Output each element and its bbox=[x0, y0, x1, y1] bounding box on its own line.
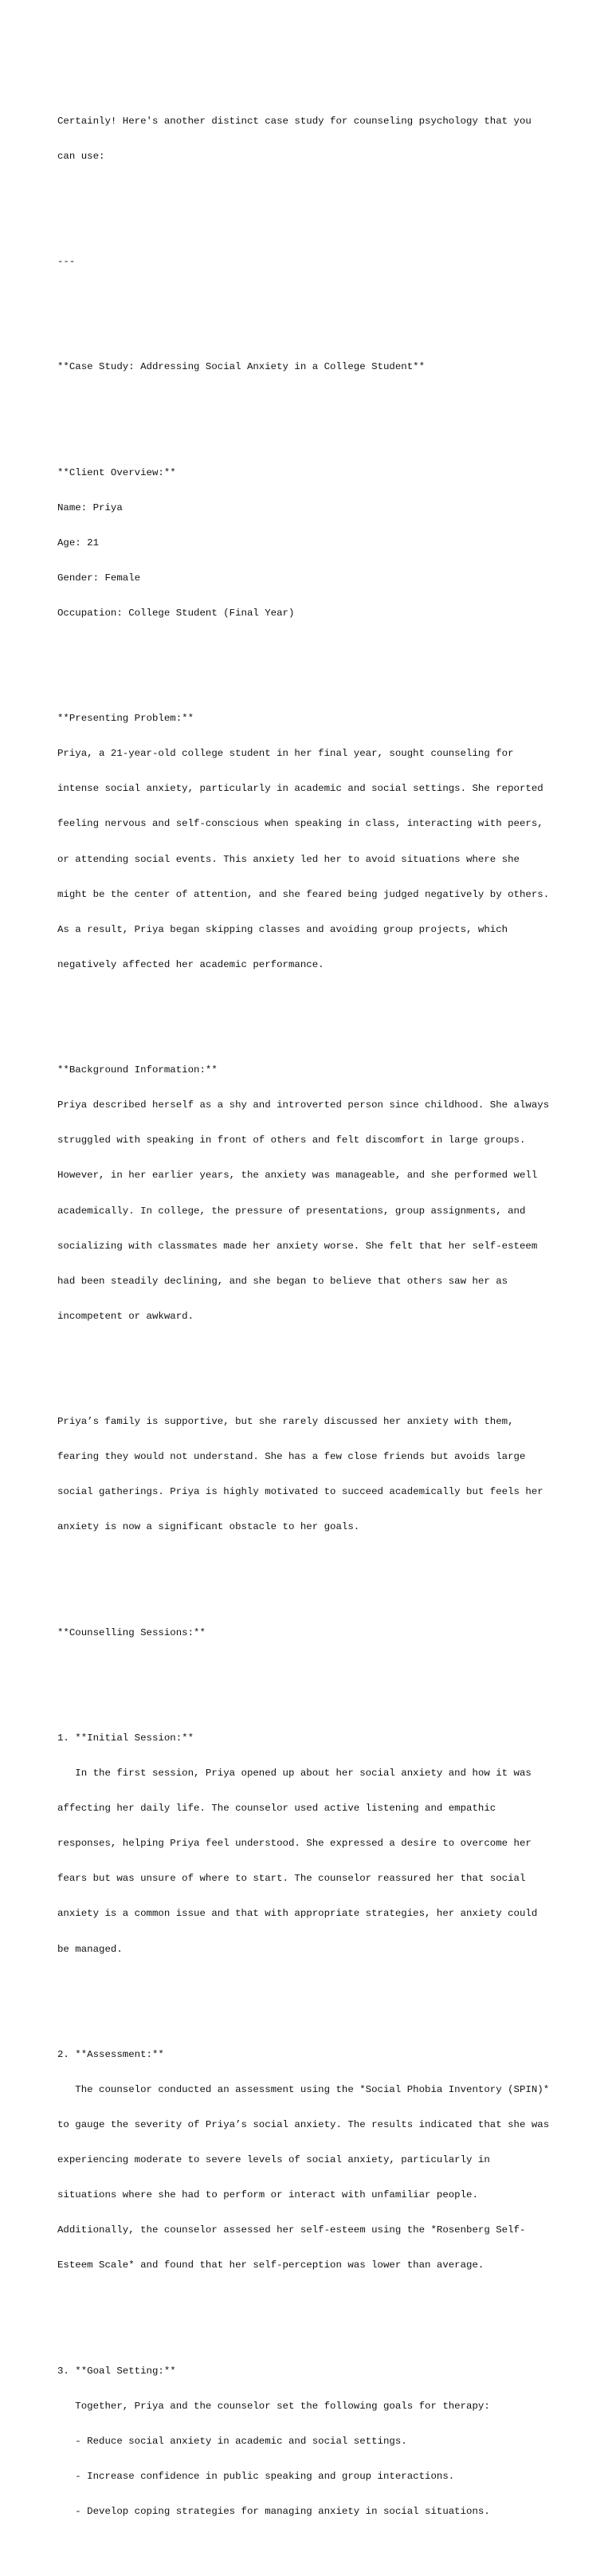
title-line: **Case Study: Addressing Social Anxiety in a College Student** bbox=[57, 361, 426, 373]
text-line: academically. In college, the pressure of presentations, group assignments, and bbox=[57, 1205, 526, 1217]
document-page bbox=[57, 57, 567, 2576]
text-line: socializing with classmates made her anxiety worse. She felt that her self-esteem bbox=[57, 1240, 538, 1252]
text-line: The counselor conducted an assessment using the *Social Phobia Inventory (SPIN)* bbox=[57, 2083, 550, 2095]
text-line: be managed. bbox=[57, 1943, 123, 1955]
text-line: Priya described herself as a shy and introverted person since childhood. She always bbox=[57, 1099, 550, 1111]
text-line: had been steadily declining, and she began to believe that others saw her as bbox=[57, 1275, 508, 1287]
list-item-heading: 1. **Initial Session:** bbox=[57, 1732, 194, 1744]
text-line: social gatherings. Priya is highly motivated to succeed academically but feels her bbox=[57, 1486, 543, 1498]
separator bbox=[57, 233, 567, 292]
text-line: struggled with speaking in front of others and felt discomfort in large groups. bbox=[57, 1135, 526, 1146]
list-item-heading: 3. **Goal Setting:** bbox=[57, 2365, 176, 2377]
text-line: to gauge the severity of Priya’s social anxiety. The results indicated that she was bbox=[57, 2119, 550, 2130]
session-goal-setting bbox=[57, 2342, 567, 2541]
text-line: Additionally, the counselor assessed her self-esteem using the *Rosenberg Self- bbox=[57, 2224, 526, 2236]
sessions-heading bbox=[57, 1603, 567, 1662]
client-name: Name: Priya bbox=[57, 501, 123, 513]
text-line: Together, Priya and the counselor set the following goals for therapy: bbox=[57, 2400, 490, 2412]
text-line: anxiety is a common issue and that with appropriate strategies, her anxiety could bbox=[57, 1908, 538, 1920]
list-item-heading: 2. **Assessment:** bbox=[57, 2048, 164, 2060]
text-line: Priya’s family is supportive, but she rarely discussed her anxiety with them, bbox=[57, 1416, 514, 1428]
text-line: experiencing moderate to severe levels of social anxiety, particularly in bbox=[57, 2154, 490, 2166]
text-line: negatively affected her academic performance. bbox=[57, 958, 324, 970]
text-line: As a result, Priya began skipping classes and avoiding group projects, which bbox=[57, 923, 508, 935]
goal-item: - Reduce social anxiety in academic and social settings. bbox=[57, 2435, 407, 2447]
text-line: situations where she had to perform or interact with unfamiliar people. bbox=[57, 2189, 478, 2201]
text-line: Certainly! Here's another distinct case study for counseling psychology that you bbox=[57, 115, 532, 127]
family-paragraph bbox=[57, 1393, 567, 1557]
text-line: can use: bbox=[57, 150, 105, 162]
background-section bbox=[57, 1041, 567, 1346]
text-line: However, in her earlier years, the anxiety was manageable, and she performed well bbox=[57, 1170, 538, 1182]
text-line: fearing they would not understand. She has a few close friends but avoids large bbox=[57, 1451, 526, 1463]
text-line: In the first session, Priya opened up about her social anxiety and how it was bbox=[57, 1768, 532, 1780]
session-initial bbox=[57, 1709, 567, 1979]
goal-item: - Increase confidence in public speaking and group interactions. bbox=[57, 2470, 455, 2482]
client-occupation: Occupation: College Student (Final Year) bbox=[57, 607, 295, 619]
text-line: feeling nervous and self-conscious when speaking in class, interacting with peers, bbox=[57, 818, 543, 830]
goal-item: - Develop coping strategies for managing anxiety in social situations. bbox=[57, 2506, 490, 2518]
text-line: intense social anxiety, particularly in academic and social settings. She reported bbox=[57, 783, 543, 795]
session-assessment bbox=[57, 2025, 567, 2295]
text-line: fears but was unsure of where to start. The counselor reassured her that social bbox=[57, 1873, 526, 1885]
text-line: incompetent or awkward. bbox=[57, 1310, 194, 1322]
client-gender: Gender: Female bbox=[57, 572, 141, 584]
section-heading: **Client Overview:** bbox=[57, 466, 176, 478]
section-heading: **Presenting Problem:** bbox=[57, 713, 194, 725]
client-overview-section bbox=[57, 443, 567, 643]
text-line: affecting her daily life. The counselor used active listening and empathic bbox=[57, 1803, 496, 1815]
case-study-title bbox=[57, 338, 567, 397]
text-line: responses, helping Priya feel understood. She expressed a desire to overcome her bbox=[57, 1838, 532, 1850]
section-heading: **Background Information:** bbox=[57, 1064, 218, 1076]
text-line: or attending social events. This anxiety led her to avoid situations where she bbox=[57, 853, 520, 865]
text-line: might be the center of attention, and she feared being judged negatively by others. bbox=[57, 888, 550, 900]
text-line: anxiety is now a significant obstacle to her goals. bbox=[57, 1521, 360, 1533]
text-line: Esteem Scale* and found that her self-perception was lower than average. bbox=[57, 2259, 484, 2271]
text-line: Priya, a 21-year-old college student in her final year, sought counseling for bbox=[57, 748, 514, 760]
presenting-problem-section bbox=[57, 690, 567, 994]
section-heading: **Counselling Sessions:** bbox=[57, 1626, 206, 1638]
client-age: Age: 21 bbox=[57, 537, 100, 549]
separator-line: --- bbox=[57, 255, 76, 267]
intro-paragraph bbox=[57, 92, 567, 186]
